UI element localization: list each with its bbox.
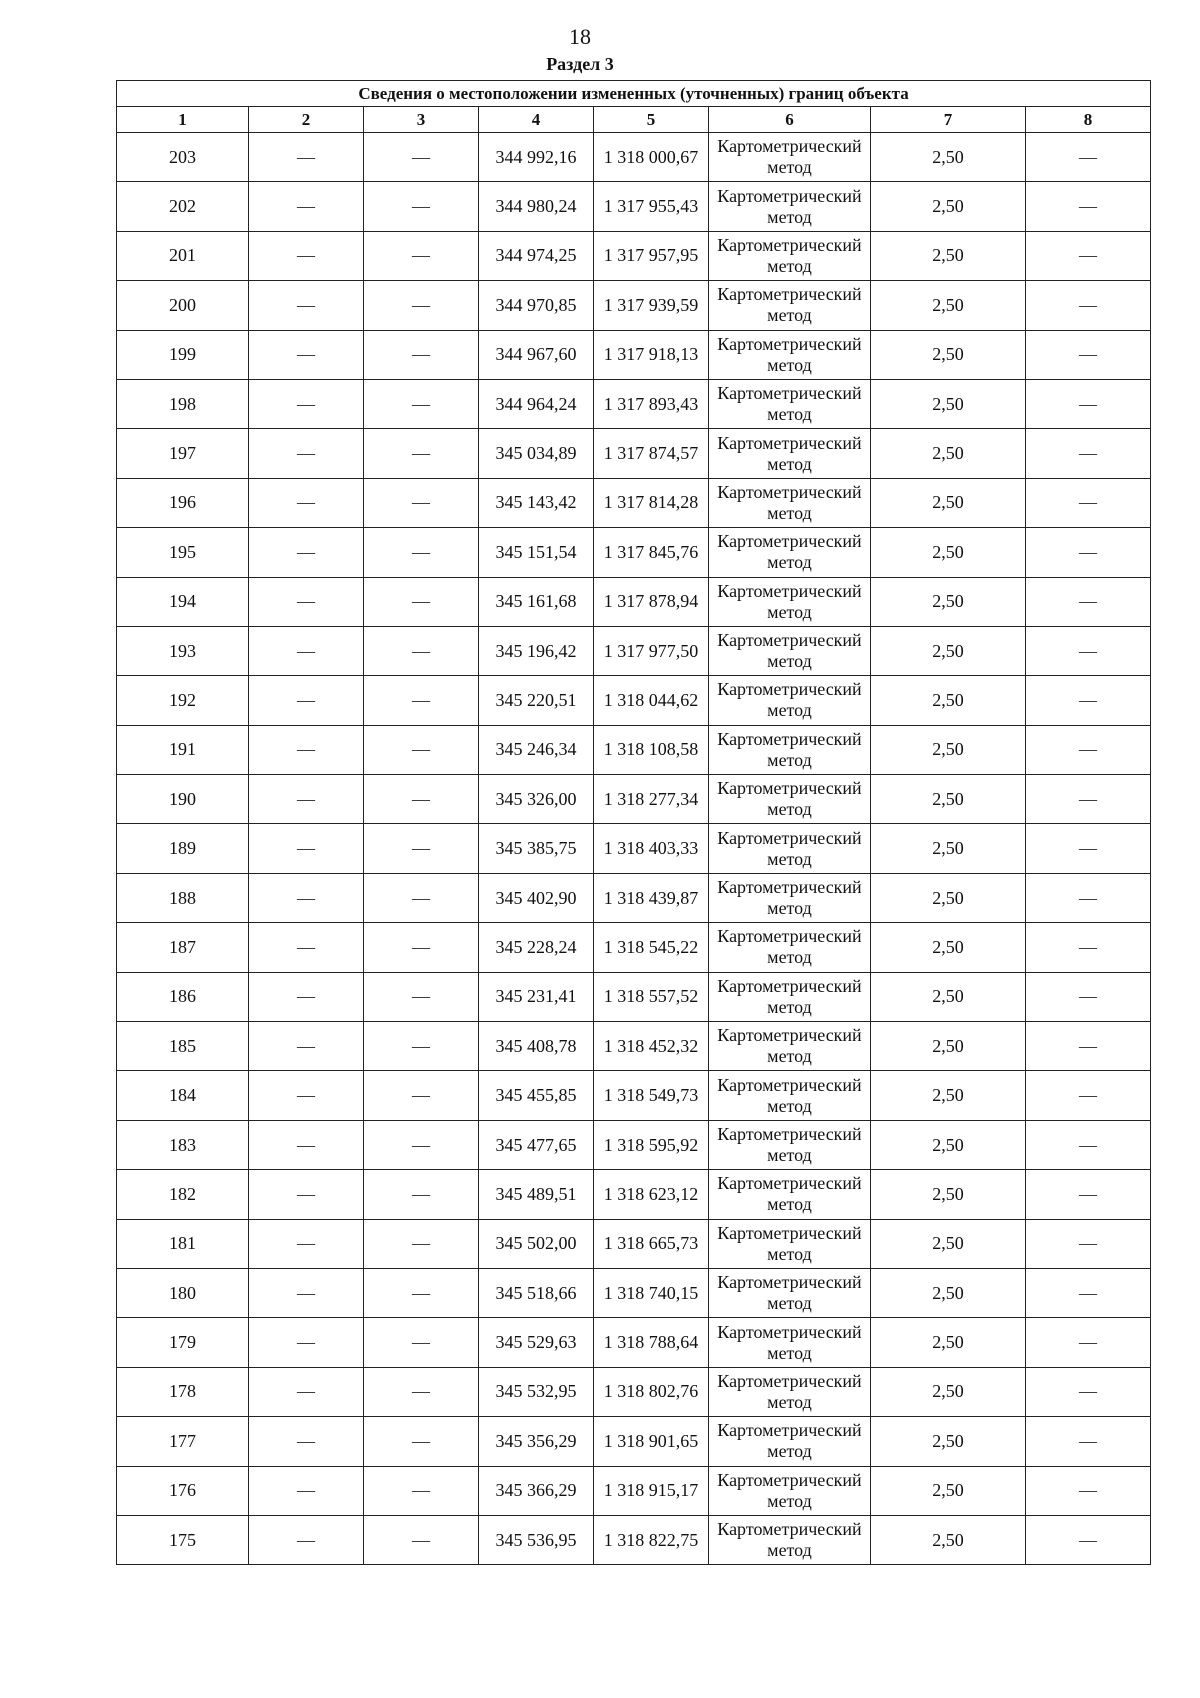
method-cell: Картометрический метод xyxy=(709,1318,871,1367)
method-cell: Картометрический метод xyxy=(709,923,871,972)
x-coordinate-cell: 344 974,25 xyxy=(479,231,594,280)
col3-cell: — xyxy=(364,1268,479,1317)
point-number-cell: 189 xyxy=(117,824,249,873)
method-cell: Картометрический метод xyxy=(709,1071,871,1120)
col2-cell: — xyxy=(249,775,364,824)
table-row xyxy=(117,1022,1151,1071)
col3-cell: — xyxy=(364,330,479,379)
col8-cell: — xyxy=(1026,775,1151,824)
y-coordinate-cell: 1 317 878,94 xyxy=(594,577,709,626)
col2-cell: — xyxy=(249,1071,364,1120)
x-coordinate-cell: 345 529,63 xyxy=(479,1318,594,1367)
point-number-cell: 183 xyxy=(117,1120,249,1169)
point-number-cell: 190 xyxy=(117,775,249,824)
column-number-8: 8 xyxy=(1026,107,1151,133)
y-coordinate-cell: 1 317 814,28 xyxy=(594,478,709,527)
method-cell: Картометрический метод xyxy=(709,1120,871,1169)
col2-cell: — xyxy=(249,1120,364,1169)
column-number-4: 4 xyxy=(479,107,594,133)
table-row xyxy=(117,1318,1151,1367)
method-cell: Картометрический метод xyxy=(709,873,871,922)
table-row xyxy=(117,281,1151,330)
method-cell: Картометрический метод xyxy=(709,330,871,379)
table-row xyxy=(117,725,1151,774)
column-number-2: 2 xyxy=(249,107,364,133)
accuracy-cell: 2,50 xyxy=(871,1219,1026,1268)
col2-cell: — xyxy=(249,182,364,231)
point-number-cell: 197 xyxy=(117,429,249,478)
point-number-cell: 191 xyxy=(117,725,249,774)
x-coordinate-cell: 345 532,95 xyxy=(479,1367,594,1416)
page-number: 18 xyxy=(569,24,591,49)
y-coordinate-cell: 1 318 557,52 xyxy=(594,972,709,1021)
col3-cell: — xyxy=(364,133,479,182)
col2-cell: — xyxy=(249,676,364,725)
col8-cell: — xyxy=(1026,231,1151,280)
y-coordinate-cell: 1 318 822,75 xyxy=(594,1515,709,1564)
method-cell: Картометрический метод xyxy=(709,676,871,725)
section-title: Раздел 3 xyxy=(546,54,614,74)
table-row xyxy=(117,577,1151,626)
col3-cell: — xyxy=(364,1022,479,1071)
table-row xyxy=(117,182,1151,231)
col2-cell: — xyxy=(249,429,364,478)
accuracy-cell: 2,50 xyxy=(871,1367,1026,1416)
col8-cell: — xyxy=(1026,923,1151,972)
col3-cell: — xyxy=(364,1367,479,1416)
accuracy-cell: 2,50 xyxy=(871,281,1026,330)
y-coordinate-cell: 1 318 740,15 xyxy=(594,1268,709,1317)
point-number-cell: 196 xyxy=(117,478,249,527)
x-coordinate-cell: 345 385,75 xyxy=(479,824,594,873)
col8-cell: — xyxy=(1026,676,1151,725)
col8-cell: — xyxy=(1026,1367,1151,1416)
column-number-1: 1 xyxy=(117,107,249,133)
col2-cell: — xyxy=(249,577,364,626)
boundary-coordinates-table xyxy=(116,80,1151,1565)
point-number-cell: 195 xyxy=(117,528,249,577)
x-coordinate-cell: 345 366,29 xyxy=(479,1466,594,1515)
y-coordinate-cell: 1 317 874,57 xyxy=(594,429,709,478)
col8-cell: — xyxy=(1026,725,1151,774)
accuracy-cell: 2,50 xyxy=(871,577,1026,626)
accuracy-cell: 2,50 xyxy=(871,231,1026,280)
table-row xyxy=(117,824,1151,873)
col2-cell: — xyxy=(249,1417,364,1466)
accuracy-cell: 2,50 xyxy=(871,1318,1026,1367)
accuracy-cell: 2,50 xyxy=(871,972,1026,1021)
method-cell: Картометрический метод xyxy=(709,1219,871,1268)
col2-cell: — xyxy=(249,1268,364,1317)
col8-cell: — xyxy=(1026,1417,1151,1466)
column-number-5: 5 xyxy=(594,107,709,133)
x-coordinate-cell: 344 992,16 xyxy=(479,133,594,182)
col8-cell: — xyxy=(1026,1466,1151,1515)
y-coordinate-cell: 1 318 452,32 xyxy=(594,1022,709,1071)
col8-cell: — xyxy=(1026,972,1151,1021)
y-coordinate-cell: 1 317 977,50 xyxy=(594,626,709,675)
col2-cell: — xyxy=(249,231,364,280)
point-number-cell: 192 xyxy=(117,676,249,725)
y-coordinate-cell: 1 318 403,33 xyxy=(594,824,709,873)
col2-cell: — xyxy=(249,972,364,1021)
method-cell: Картометрический метод xyxy=(709,231,871,280)
point-number-cell: 193 xyxy=(117,626,249,675)
column-number-3: 3 xyxy=(364,107,479,133)
x-coordinate-cell: 345 502,00 xyxy=(479,1219,594,1268)
col2-cell: — xyxy=(249,330,364,379)
accuracy-cell: 2,50 xyxy=(871,528,1026,577)
point-number-cell: 176 xyxy=(117,1466,249,1515)
col3-cell: — xyxy=(364,1515,479,1564)
col3-cell: — xyxy=(364,231,479,280)
x-coordinate-cell: 345 231,41 xyxy=(479,972,594,1021)
y-coordinate-cell: 1 318 108,58 xyxy=(594,725,709,774)
x-coordinate-cell: 344 967,60 xyxy=(479,330,594,379)
col2-cell: — xyxy=(249,478,364,527)
y-coordinate-cell: 1 317 918,13 xyxy=(594,330,709,379)
x-coordinate-cell: 345 518,66 xyxy=(479,1268,594,1317)
table-row xyxy=(117,873,1151,922)
x-coordinate-cell: 345 326,00 xyxy=(479,775,594,824)
method-cell: Картометрический метод xyxy=(709,133,871,182)
accuracy-cell: 2,50 xyxy=(871,1515,1026,1564)
accuracy-cell: 2,50 xyxy=(871,330,1026,379)
col3-cell: — xyxy=(364,1071,479,1120)
column-number-7: 7 xyxy=(871,107,1026,133)
table-body xyxy=(117,133,1151,1565)
col3-cell: — xyxy=(364,923,479,972)
col3-cell: — xyxy=(364,725,479,774)
method-cell: Картометрический метод xyxy=(709,478,871,527)
x-coordinate-cell: 344 980,24 xyxy=(479,182,594,231)
point-number-cell: 202 xyxy=(117,182,249,231)
accuracy-cell: 2,50 xyxy=(871,775,1026,824)
point-number-cell: 180 xyxy=(117,1268,249,1317)
point-number-cell: 184 xyxy=(117,1071,249,1120)
y-coordinate-cell: 1 317 893,43 xyxy=(594,379,709,428)
col2-cell: — xyxy=(249,528,364,577)
table-row xyxy=(117,1367,1151,1416)
point-number-cell: 201 xyxy=(117,231,249,280)
col2-cell: — xyxy=(249,1466,364,1515)
x-coordinate-cell: 345 455,85 xyxy=(479,1071,594,1120)
method-cell: Картометрический метод xyxy=(709,379,871,428)
x-coordinate-cell: 345 143,42 xyxy=(479,478,594,527)
col8-cell: — xyxy=(1026,824,1151,873)
point-number-cell: 198 xyxy=(117,379,249,428)
col3-cell: — xyxy=(364,379,479,428)
point-number-cell: 175 xyxy=(117,1515,249,1564)
accuracy-cell: 2,50 xyxy=(871,824,1026,873)
col2-cell: — xyxy=(249,725,364,774)
col3-cell: — xyxy=(364,1170,479,1219)
col8-cell: — xyxy=(1026,1219,1151,1268)
x-coordinate-cell: 345 477,65 xyxy=(479,1120,594,1169)
col3-cell: — xyxy=(364,281,479,330)
point-number-cell: 178 xyxy=(117,1367,249,1416)
point-number-cell: 200 xyxy=(117,281,249,330)
accuracy-cell: 2,50 xyxy=(871,1071,1026,1120)
col2-cell: — xyxy=(249,626,364,675)
point-number-cell: 182 xyxy=(117,1170,249,1219)
method-cell: Картометрический метод xyxy=(709,626,871,675)
point-number-cell: 186 xyxy=(117,972,249,1021)
col2-cell: — xyxy=(249,824,364,873)
method-cell: Картометрический метод xyxy=(709,1417,871,1466)
col3-cell: — xyxy=(364,824,479,873)
method-cell: Картометрический метод xyxy=(709,972,871,1021)
col3-cell: — xyxy=(364,1318,479,1367)
y-coordinate-cell: 1 318 788,64 xyxy=(594,1318,709,1367)
x-coordinate-cell: 345 408,78 xyxy=(479,1022,594,1071)
col3-cell: — xyxy=(364,182,479,231)
table-caption: Сведения о местоположении измененных (уточненных) границ объекта xyxy=(117,81,1151,107)
point-number-cell: 177 xyxy=(117,1417,249,1466)
col2-cell: — xyxy=(249,281,364,330)
table-row xyxy=(117,1515,1151,1564)
accuracy-cell: 2,50 xyxy=(871,676,1026,725)
point-number-cell: 187 xyxy=(117,923,249,972)
y-coordinate-cell: 1 318 901,65 xyxy=(594,1417,709,1466)
y-coordinate-cell: 1 318 000,67 xyxy=(594,133,709,182)
method-cell: Картометрический метод xyxy=(709,824,871,873)
x-coordinate-cell: 345 228,24 xyxy=(479,923,594,972)
y-coordinate-cell: 1 317 955,43 xyxy=(594,182,709,231)
accuracy-cell: 2,50 xyxy=(871,182,1026,231)
x-coordinate-cell: 345 489,51 xyxy=(479,1170,594,1219)
point-number-cell: 181 xyxy=(117,1219,249,1268)
accuracy-cell: 2,50 xyxy=(871,923,1026,972)
point-number-cell: 199 xyxy=(117,330,249,379)
y-coordinate-cell: 1 318 915,17 xyxy=(594,1466,709,1515)
y-coordinate-cell: 1 318 802,76 xyxy=(594,1367,709,1416)
table-row xyxy=(117,231,1151,280)
col8-cell: — xyxy=(1026,1170,1151,1219)
x-coordinate-cell: 344 964,24 xyxy=(479,379,594,428)
table-row xyxy=(117,1466,1151,1515)
col2-cell: — xyxy=(249,1367,364,1416)
method-cell: Картометрический метод xyxy=(709,577,871,626)
y-coordinate-cell: 1 318 545,22 xyxy=(594,923,709,972)
x-coordinate-cell: 345 196,42 xyxy=(479,626,594,675)
col3-cell: — xyxy=(364,1417,479,1466)
method-cell: Картометрический метод xyxy=(709,1515,871,1564)
x-coordinate-cell: 344 970,85 xyxy=(479,281,594,330)
table-row xyxy=(117,528,1151,577)
col2-cell: — xyxy=(249,379,364,428)
col3-cell: — xyxy=(364,873,479,922)
method-cell: Картометрический метод xyxy=(709,1268,871,1317)
y-coordinate-cell: 1 317 939,59 xyxy=(594,281,709,330)
table-row xyxy=(117,429,1151,478)
x-coordinate-cell: 345 161,68 xyxy=(479,577,594,626)
method-cell: Картометрический метод xyxy=(709,429,871,478)
col2-cell: — xyxy=(249,1318,364,1367)
col2-cell: — xyxy=(249,1515,364,1564)
y-coordinate-cell: 1 317 845,76 xyxy=(594,528,709,577)
table-row xyxy=(117,1417,1151,1466)
col8-cell: — xyxy=(1026,1071,1151,1120)
accuracy-cell: 2,50 xyxy=(871,1417,1026,1466)
y-coordinate-cell: 1 318 439,87 xyxy=(594,873,709,922)
y-coordinate-cell: 1 318 549,73 xyxy=(594,1071,709,1120)
x-coordinate-cell: 345 034,89 xyxy=(479,429,594,478)
y-coordinate-cell: 1 318 277,34 xyxy=(594,775,709,824)
col8-cell: — xyxy=(1026,182,1151,231)
col8-cell: — xyxy=(1026,281,1151,330)
method-cell: Картометрический метод xyxy=(709,281,871,330)
y-coordinate-cell: 1 318 623,12 xyxy=(594,1170,709,1219)
col8-cell: — xyxy=(1026,1022,1151,1071)
col3-cell: — xyxy=(364,1466,479,1515)
x-coordinate-cell: 345 220,51 xyxy=(479,676,594,725)
x-coordinate-cell: 345 356,29 xyxy=(479,1417,594,1466)
table-row xyxy=(117,478,1151,527)
table-row xyxy=(117,1219,1151,1268)
accuracy-cell: 2,50 xyxy=(871,133,1026,182)
col3-cell: — xyxy=(364,1219,479,1268)
accuracy-cell: 2,50 xyxy=(871,873,1026,922)
table-row xyxy=(117,1268,1151,1317)
table-row xyxy=(117,972,1151,1021)
col8-cell: — xyxy=(1026,478,1151,527)
col2-cell: — xyxy=(249,923,364,972)
col3-cell: — xyxy=(364,1120,479,1169)
table-row xyxy=(117,676,1151,725)
method-cell: Картометрический метод xyxy=(709,1367,871,1416)
method-cell: Картометрический метод xyxy=(709,1466,871,1515)
col8-cell: — xyxy=(1026,429,1151,478)
col8-cell: — xyxy=(1026,1318,1151,1367)
point-number-cell: 188 xyxy=(117,873,249,922)
x-coordinate-cell: 345 536,95 xyxy=(479,1515,594,1564)
point-number-cell: 179 xyxy=(117,1318,249,1367)
x-coordinate-cell: 345 402,90 xyxy=(479,873,594,922)
col8-cell: — xyxy=(1026,1268,1151,1317)
accuracy-cell: 2,50 xyxy=(871,478,1026,527)
accuracy-cell: 2,50 xyxy=(871,626,1026,675)
col3-cell: — xyxy=(364,626,479,675)
x-coordinate-cell: 345 151,54 xyxy=(479,528,594,577)
col8-cell: — xyxy=(1026,873,1151,922)
accuracy-cell: 2,50 xyxy=(871,1022,1026,1071)
table-row xyxy=(117,775,1151,824)
table-row xyxy=(117,379,1151,428)
col8-cell: — xyxy=(1026,1515,1151,1564)
col8-cell: — xyxy=(1026,133,1151,182)
col8-cell: — xyxy=(1026,577,1151,626)
y-coordinate-cell: 1 317 957,95 xyxy=(594,231,709,280)
accuracy-cell: 2,50 xyxy=(871,379,1026,428)
accuracy-cell: 2,50 xyxy=(871,725,1026,774)
col3-cell: — xyxy=(364,528,479,577)
col2-cell: — xyxy=(249,873,364,922)
col8-cell: — xyxy=(1026,528,1151,577)
method-cell: Картометрический метод xyxy=(709,775,871,824)
table-row xyxy=(117,133,1151,182)
col8-cell: — xyxy=(1026,626,1151,675)
table-row xyxy=(117,1071,1151,1120)
col2-cell: — xyxy=(249,1022,364,1071)
point-number-cell: 194 xyxy=(117,577,249,626)
method-cell: Картометрический метод xyxy=(709,1170,871,1219)
col3-cell: — xyxy=(364,972,479,1021)
col3-cell: — xyxy=(364,676,479,725)
point-number-cell: 203 xyxy=(117,133,249,182)
y-coordinate-cell: 1 318 595,92 xyxy=(594,1120,709,1169)
col8-cell: — xyxy=(1026,330,1151,379)
accuracy-cell: 2,50 xyxy=(871,1170,1026,1219)
col2-cell: — xyxy=(249,1219,364,1268)
table-row xyxy=(117,1170,1151,1219)
col3-cell: — xyxy=(364,775,479,824)
x-coordinate-cell: 345 246,34 xyxy=(479,725,594,774)
column-number-6: 6 xyxy=(709,107,871,133)
column-number-row xyxy=(117,107,1151,133)
col8-cell: — xyxy=(1026,1120,1151,1169)
accuracy-cell: 2,50 xyxy=(871,1466,1026,1515)
y-coordinate-cell: 1 318 665,73 xyxy=(594,1219,709,1268)
col8-cell: — xyxy=(1026,379,1151,428)
accuracy-cell: 2,50 xyxy=(871,1120,1026,1169)
col3-cell: — xyxy=(364,429,479,478)
col2-cell: — xyxy=(249,133,364,182)
accuracy-cell: 2,50 xyxy=(871,429,1026,478)
method-cell: Картометрический метод xyxy=(709,182,871,231)
table-row xyxy=(117,330,1151,379)
method-cell: Картометрический метод xyxy=(709,528,871,577)
accuracy-cell: 2,50 xyxy=(871,1268,1026,1317)
table-row xyxy=(117,626,1151,675)
col2-cell: — xyxy=(249,1170,364,1219)
table-row xyxy=(117,1120,1151,1169)
col3-cell: — xyxy=(364,577,479,626)
y-coordinate-cell: 1 318 044,62 xyxy=(594,676,709,725)
method-cell: Картометрический метод xyxy=(709,725,871,774)
table-row xyxy=(117,923,1151,972)
point-number-cell: 185 xyxy=(117,1022,249,1071)
method-cell: Картометрический метод xyxy=(709,1022,871,1071)
col3-cell: — xyxy=(364,478,479,527)
